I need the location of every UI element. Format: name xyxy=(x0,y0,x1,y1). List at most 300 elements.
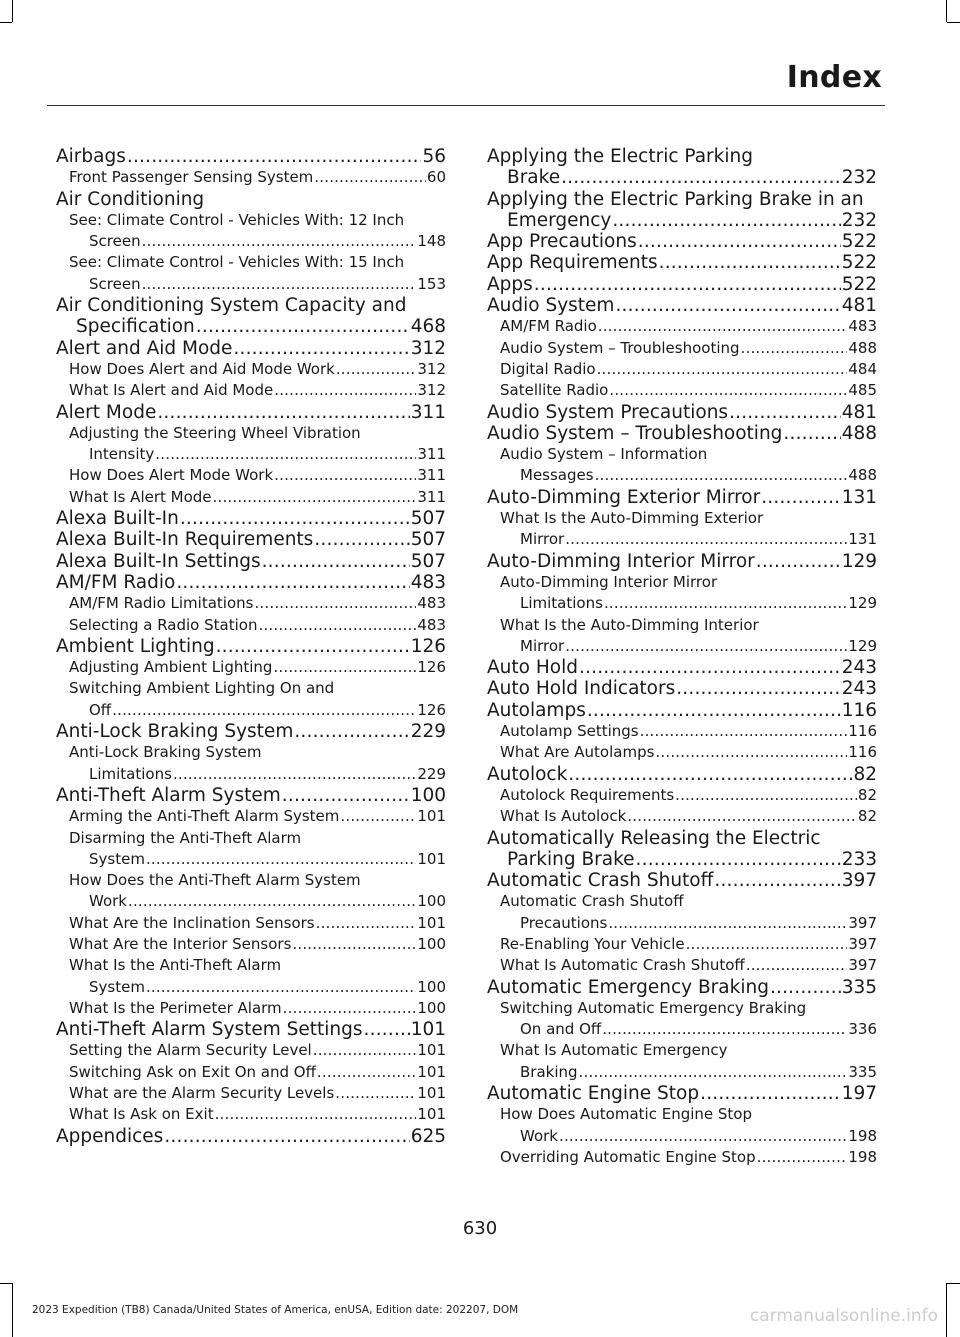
entry-title: What Is Ask on Exit xyxy=(69,1105,214,1124)
entry-title-line: Applying the Electric Parking xyxy=(487,146,753,167)
entry-title: Satellite Radio xyxy=(500,381,609,400)
page-reference: 488 xyxy=(841,422,877,444)
entry-title-line: What Is the Auto-Dimming Exterior xyxy=(500,509,764,528)
dot-leader xyxy=(215,1104,417,1125)
dot-leader xyxy=(568,764,852,785)
page-reference: 82 xyxy=(857,785,877,804)
crop-mark-top-right-vertical xyxy=(946,0,947,22)
entry-title: What are the Alarm Security Levels xyxy=(69,1084,335,1103)
entry-title: What Are the Interior Sensors xyxy=(69,934,292,953)
page-reference: 522 xyxy=(841,252,877,274)
page-reference: 56 xyxy=(422,146,446,167)
dot-leader xyxy=(627,806,857,827)
entry-title: Audio System – Troubleshooting xyxy=(500,338,740,357)
page-reference: 129 xyxy=(848,594,877,613)
entry-title-line: Switching Ambient Lighting On and xyxy=(69,679,335,698)
page-reference: 507 xyxy=(410,508,446,530)
page-reference: 116 xyxy=(848,722,877,741)
index-entry xyxy=(56,508,446,529)
index-entry xyxy=(56,189,446,210)
index-entry xyxy=(487,274,877,295)
index-entry xyxy=(487,977,877,998)
dot-leader xyxy=(757,1147,848,1168)
index-entry xyxy=(56,529,446,550)
crop-mark-bottom-right-vertical xyxy=(946,1283,947,1337)
dot-leader xyxy=(146,977,416,998)
dot-leader xyxy=(157,402,409,423)
dot-leader xyxy=(142,231,417,252)
index-subentry xyxy=(487,891,877,934)
dot-leader xyxy=(559,1126,847,1147)
index-subentry xyxy=(487,572,877,615)
dot-leader xyxy=(128,891,416,912)
entry-title: Autolamp Settings xyxy=(500,722,639,741)
index-column-left xyxy=(56,146,446,1147)
dot-leader xyxy=(602,1019,847,1040)
page-reference: 485 xyxy=(848,381,877,400)
entry-title: Messages xyxy=(520,466,594,485)
entry-title: Auto-Dimming Exterior Mirror xyxy=(487,486,761,508)
page-reference: 131 xyxy=(841,486,877,508)
page-reference: 483 xyxy=(410,571,446,593)
dot-leader xyxy=(714,870,840,891)
page-reference: 232 xyxy=(841,167,877,189)
entry-title: Alexa Built-In Settings xyxy=(56,550,261,572)
dot-leader xyxy=(335,1083,416,1104)
dot-leader xyxy=(595,465,848,486)
page-reference: 481 xyxy=(841,401,877,423)
dot-leader xyxy=(180,508,410,529)
page-reference: 397 xyxy=(848,956,877,975)
dot-leader xyxy=(565,529,847,550)
page-title: Index xyxy=(786,60,882,95)
page-reference: 100 xyxy=(417,998,446,1017)
entry-title: Mirror xyxy=(520,530,565,549)
page-reference: 229 xyxy=(417,764,446,783)
page-reference: 101 xyxy=(417,849,446,868)
entry-title: AM/FM Radio xyxy=(56,571,176,593)
page-reference: 483 xyxy=(417,594,446,613)
page-reference: 311 xyxy=(417,466,446,485)
page-reference: 312 xyxy=(417,381,446,400)
entry-title: On and Off xyxy=(520,1020,602,1039)
dot-leader xyxy=(112,700,416,721)
entry-title: Automatic Emergency Braking xyxy=(487,976,769,998)
entry-title-line: Automatically Releasing the Electric xyxy=(487,827,821,849)
dot-leader xyxy=(659,252,841,273)
entry-title: Parking Brake xyxy=(507,848,635,870)
dot-leader xyxy=(213,487,417,508)
entry-title: Air Conditioning xyxy=(56,188,205,210)
entry-title: Brake xyxy=(507,167,561,189)
page-reference: 232 xyxy=(841,209,877,231)
index-subentry xyxy=(487,955,877,976)
page-reference: 335 xyxy=(848,1062,877,1081)
dot-leader xyxy=(262,551,410,572)
index-entry xyxy=(487,295,877,316)
entry-title: Autolamps xyxy=(487,699,586,721)
entry-title: Audio System – Troubleshooting xyxy=(487,422,783,444)
entry-title-line: Automatic Crash Shutoff xyxy=(500,892,684,911)
page-reference: 148 xyxy=(417,232,446,251)
page-reference: 198 xyxy=(848,1126,877,1145)
page-reference: 312 xyxy=(410,337,446,359)
page-reference: 488 xyxy=(848,466,877,485)
page-reference: 233 xyxy=(841,848,877,870)
index-subentry xyxy=(56,615,446,636)
page-reference: 397 xyxy=(841,870,877,892)
page-reference: 126 xyxy=(417,658,446,677)
entry-title: Appendices xyxy=(56,1125,164,1147)
crop-mark-top-left-vertical xyxy=(12,0,13,22)
index-subentry xyxy=(56,167,446,188)
watermark: carmanualsonline.info xyxy=(749,1306,938,1326)
dot-leader xyxy=(314,167,426,188)
entry-title: Audio System Precautions xyxy=(487,401,729,423)
entry-title-line: Switching Automatic Emergency Braking xyxy=(500,998,807,1017)
index-entry xyxy=(56,338,446,359)
index-subentry xyxy=(487,338,877,359)
page-reference: 101 xyxy=(417,913,446,932)
page-reference: 198 xyxy=(848,1147,877,1166)
entry-title: Specification xyxy=(76,316,195,338)
entry-title: App Precautions xyxy=(487,231,637,253)
page-reference: 60 xyxy=(426,168,446,187)
index-entry xyxy=(487,551,877,572)
index-entry xyxy=(487,678,877,699)
dot-leader xyxy=(700,1083,841,1104)
entry-title: Overriding Automatic Engine Stop xyxy=(500,1147,756,1166)
dot-leader xyxy=(609,380,847,401)
dot-leader xyxy=(173,764,416,785)
index-entry xyxy=(56,295,446,338)
entry-title: Automatic Crash Shutoff xyxy=(487,870,714,892)
page-reference: 311 xyxy=(417,445,446,464)
entry-title: How Does Alert and Aid Mode Work xyxy=(69,359,335,378)
dot-leader xyxy=(216,636,410,657)
entry-title: Emergency xyxy=(507,209,612,231)
page-reference: 100 xyxy=(417,934,446,953)
index-subentry xyxy=(487,721,877,742)
page-reference: 129 xyxy=(848,636,877,655)
index-subentry xyxy=(56,955,446,998)
index-entry xyxy=(487,231,877,252)
index-entry xyxy=(56,785,446,806)
dot-leader xyxy=(155,444,416,465)
dot-leader xyxy=(336,359,417,380)
entry-title: Screen xyxy=(89,232,141,251)
index-subentry xyxy=(56,1083,446,1104)
entry-title-line: Air Conditioning System Capacity and xyxy=(56,295,407,317)
crop-mark-bottom-left-vertical xyxy=(12,1283,13,1337)
entry-title: Setting the Alarm Security Level xyxy=(69,1041,312,1060)
index-subentry xyxy=(56,1062,446,1083)
dot-leader xyxy=(142,274,417,295)
index-subentry xyxy=(56,742,446,785)
entry-title: Audio System xyxy=(487,295,615,317)
crop-mark-bottom-left-horizontal xyxy=(0,1283,12,1284)
crop-mark-top-left-horizontal xyxy=(0,22,12,23)
index-subentry xyxy=(56,828,446,871)
page-reference: 197 xyxy=(841,1083,877,1105)
index-subentry xyxy=(56,1104,446,1125)
entry-title-line: Anti-Lock Braking System xyxy=(69,743,262,762)
dot-leader xyxy=(597,359,848,380)
entry-title: What Is Automatic Crash Shutoff xyxy=(500,956,745,975)
page-reference: 507 xyxy=(410,550,446,572)
page-reference: 522 xyxy=(841,273,877,295)
entry-title-line: Auto-Dimming Interior Mirror xyxy=(500,572,718,591)
page-reference: 488 xyxy=(848,338,877,357)
entry-title: Re-Enabling Your Vehicle xyxy=(500,934,685,953)
index-subentry xyxy=(487,316,877,337)
dot-leader xyxy=(196,316,410,337)
index-entry xyxy=(487,252,877,273)
entry-title: What Are the Inclination Sensors xyxy=(69,913,315,932)
dot-leader xyxy=(675,785,857,806)
entry-title: Alert Mode xyxy=(56,401,157,423)
dot-leader xyxy=(729,402,841,423)
dot-leader xyxy=(741,338,848,359)
page-reference: 336 xyxy=(848,1020,877,1039)
entry-title: What Is Alert and Aid Mode xyxy=(69,381,274,400)
index-subentry xyxy=(487,508,877,551)
entry-title-line: How Does the Anti-Theft Alarm System xyxy=(69,871,361,890)
page-reference: 100 xyxy=(417,977,446,996)
dot-leader xyxy=(258,615,416,636)
entry-title: Intensity xyxy=(89,445,155,464)
dot-leader xyxy=(317,1062,416,1083)
crop-mark-bottom-right-horizontal xyxy=(947,1283,960,1284)
entry-title: What Is Autolock xyxy=(500,807,627,826)
dot-leader xyxy=(364,1019,410,1040)
index-entry xyxy=(487,423,877,444)
dot-leader xyxy=(579,1062,848,1083)
index-entry xyxy=(487,189,877,232)
crop-mark-top-right-horizontal xyxy=(947,22,960,23)
dot-leader xyxy=(314,529,409,550)
dot-leader xyxy=(608,913,847,934)
entry-title-line: How Does Automatic Engine Stop xyxy=(500,1105,753,1124)
dot-leader xyxy=(283,998,417,1019)
index-column-right xyxy=(487,146,877,1168)
dot-leader xyxy=(638,231,841,252)
entry-title: Screen xyxy=(89,274,141,293)
dot-leader xyxy=(636,849,841,870)
page-reference: 101 xyxy=(410,1019,446,1041)
page-reference: 335 xyxy=(841,976,877,998)
page-reference: 153 xyxy=(417,274,446,293)
entry-title: Limitations xyxy=(520,594,603,613)
page-reference: 101 xyxy=(417,1062,446,1081)
index-subentry xyxy=(487,934,877,955)
index-subentry xyxy=(56,657,446,678)
index-entry xyxy=(56,636,446,657)
dot-leader xyxy=(655,742,847,763)
index-entry xyxy=(487,1083,877,1104)
page-reference: 483 xyxy=(848,317,877,336)
dot-leader xyxy=(340,806,416,827)
entry-title: Auto Hold xyxy=(487,657,578,679)
dot-leader xyxy=(612,210,840,231)
index-subentry xyxy=(487,1040,877,1083)
entry-title: App Requirements xyxy=(487,252,658,274)
entry-title: What Are Autolamps xyxy=(500,743,655,762)
index-entry xyxy=(487,828,877,871)
dot-leader xyxy=(756,551,841,572)
index-subentry xyxy=(56,806,446,827)
dot-leader xyxy=(274,380,416,401)
footer-edition-info: 2023 Expedition (TB8) Canada/United States of America, enUSA, Edition date: 202207, DOM xyxy=(32,1304,519,1316)
index-entry xyxy=(56,1019,446,1040)
entry-title-line: What Is Automatic Emergency xyxy=(500,1041,728,1060)
page-reference: 522 xyxy=(841,231,877,253)
page-reference: 243 xyxy=(841,678,877,700)
entry-title: Alexa Built-In xyxy=(56,508,179,530)
dot-leader xyxy=(313,1040,417,1061)
entry-title: Auto-Dimming Interior Mirror xyxy=(487,550,755,572)
dot-leader xyxy=(233,338,409,359)
index-subentry xyxy=(56,465,446,486)
page-reference: 131 xyxy=(848,530,877,549)
dot-leader xyxy=(316,913,417,934)
index-entry xyxy=(56,146,446,167)
page-reference: 116 xyxy=(848,743,877,762)
dot-leader xyxy=(565,636,847,657)
page-number: 630 xyxy=(462,1218,498,1239)
entry-title-line: See: Climate Control - Vehicles With: 15 Inch xyxy=(69,253,405,272)
index-subentry xyxy=(56,423,446,466)
page-reference: 101 xyxy=(417,1105,446,1124)
entry-title-line: See: Climate Control - Vehicles With: 12 Inch xyxy=(69,210,405,229)
entry-title: Autolock xyxy=(487,763,568,785)
page-reference: 229 xyxy=(410,721,446,743)
entry-title: AM/FM Radio Limitations xyxy=(69,594,254,613)
index-subentry xyxy=(56,870,446,913)
index-subentry xyxy=(56,593,446,614)
entry-title: Arming the Anti-Theft Alarm System xyxy=(69,807,340,826)
index-subentry xyxy=(56,913,446,934)
dot-leader xyxy=(587,700,841,721)
entry-title: Alert and Aid Mode xyxy=(56,337,233,359)
entry-title: Airbags xyxy=(56,146,126,167)
index-entry xyxy=(487,487,877,508)
page-reference: 82 xyxy=(857,807,877,826)
index-subentry xyxy=(487,359,877,380)
dot-leader xyxy=(579,657,841,678)
index-entry xyxy=(487,764,877,785)
index-subentry xyxy=(56,487,446,508)
index-subentry xyxy=(487,806,877,827)
page-reference: 481 xyxy=(841,295,877,317)
entry-title: Precautions xyxy=(520,913,608,932)
dot-leader xyxy=(282,785,410,806)
entry-title-line: Disarming the Anti-Theft Alarm xyxy=(69,828,302,847)
index-subentry xyxy=(487,785,877,806)
entry-title: Work xyxy=(520,1126,558,1145)
page-reference: 100 xyxy=(410,784,446,806)
index-entry xyxy=(56,402,446,423)
index-subentry xyxy=(487,444,877,487)
page-reference: 101 xyxy=(417,807,446,826)
entry-title: Ambient Lighting xyxy=(56,635,215,657)
page-reference: 82 xyxy=(853,763,877,785)
header-divider xyxy=(47,105,885,106)
entry-title: Switching Ask on Exit On and Off xyxy=(69,1062,316,1081)
index-subentry xyxy=(487,380,877,401)
dot-leader xyxy=(761,487,840,508)
index-subentry xyxy=(487,1104,877,1147)
page-reference: 312 xyxy=(417,359,446,378)
page-reference: 126 xyxy=(417,700,446,719)
dot-leader xyxy=(164,1126,409,1147)
dot-leader xyxy=(273,657,416,678)
page-reference: 484 xyxy=(848,359,877,378)
entry-title: What Is the Perimeter Alarm xyxy=(69,998,282,1017)
entry-title: Selecting a Radio Station xyxy=(69,615,258,634)
page-reference: 397 xyxy=(848,913,877,932)
page-reference: 625 xyxy=(410,1125,446,1147)
dot-leader xyxy=(746,955,848,976)
entry-title-line: Applying the Electric Parking Brake in an xyxy=(487,188,864,210)
dot-leader xyxy=(294,721,409,742)
dot-leader xyxy=(254,593,416,614)
dot-leader xyxy=(561,167,841,188)
entry-title-line: Adjusting the Steering Wheel Vibration xyxy=(69,423,361,442)
entry-title: System xyxy=(89,849,145,868)
index-subentry xyxy=(487,1147,877,1168)
page-reference: 468 xyxy=(410,316,446,338)
entry-title: Digital Radio xyxy=(500,359,596,378)
dot-leader xyxy=(676,678,840,699)
entry-title: Anti-Theft Alarm System Settings xyxy=(56,1019,363,1041)
index-subentry xyxy=(56,998,446,1019)
page-reference: 483 xyxy=(417,615,446,634)
entry-title: Auto Hold Indicators xyxy=(487,678,676,700)
page-reference: 101 xyxy=(417,1084,446,1103)
index-entry xyxy=(487,657,877,678)
index-entry xyxy=(56,551,446,572)
entry-title: Automatic Engine Stop xyxy=(487,1083,700,1105)
page-reference: 100 xyxy=(417,892,446,911)
entry-title: Work xyxy=(89,892,127,911)
entry-title: Apps xyxy=(487,273,533,295)
dot-leader xyxy=(640,721,848,742)
dot-leader xyxy=(534,274,841,295)
entry-title: AM/FM Radio xyxy=(500,317,597,336)
entry-title-line: Audio System – Information xyxy=(500,445,708,464)
entry-title: Autolock Requirements xyxy=(500,785,675,804)
index-entry xyxy=(56,572,446,593)
dot-leader xyxy=(176,572,409,593)
page-reference: 311 xyxy=(410,401,446,423)
entry-title: Anti-Lock Braking System xyxy=(56,721,294,743)
index-subentry xyxy=(487,998,877,1041)
index-subentry xyxy=(56,210,446,253)
page-reference: 101 xyxy=(417,1041,446,1060)
index-entry xyxy=(487,146,877,189)
index-entry xyxy=(487,402,877,423)
dot-leader xyxy=(770,977,841,998)
page-reference: 397 xyxy=(848,934,877,953)
dot-leader xyxy=(615,295,840,316)
dot-leader xyxy=(604,593,847,614)
entry-title: Front Passenger Sensing System xyxy=(69,168,314,187)
dot-leader xyxy=(783,423,840,444)
entry-title: Adjusting Ambient Lighting xyxy=(69,658,273,677)
entry-title: Limitations xyxy=(89,764,172,783)
page-reference: 126 xyxy=(410,635,446,657)
